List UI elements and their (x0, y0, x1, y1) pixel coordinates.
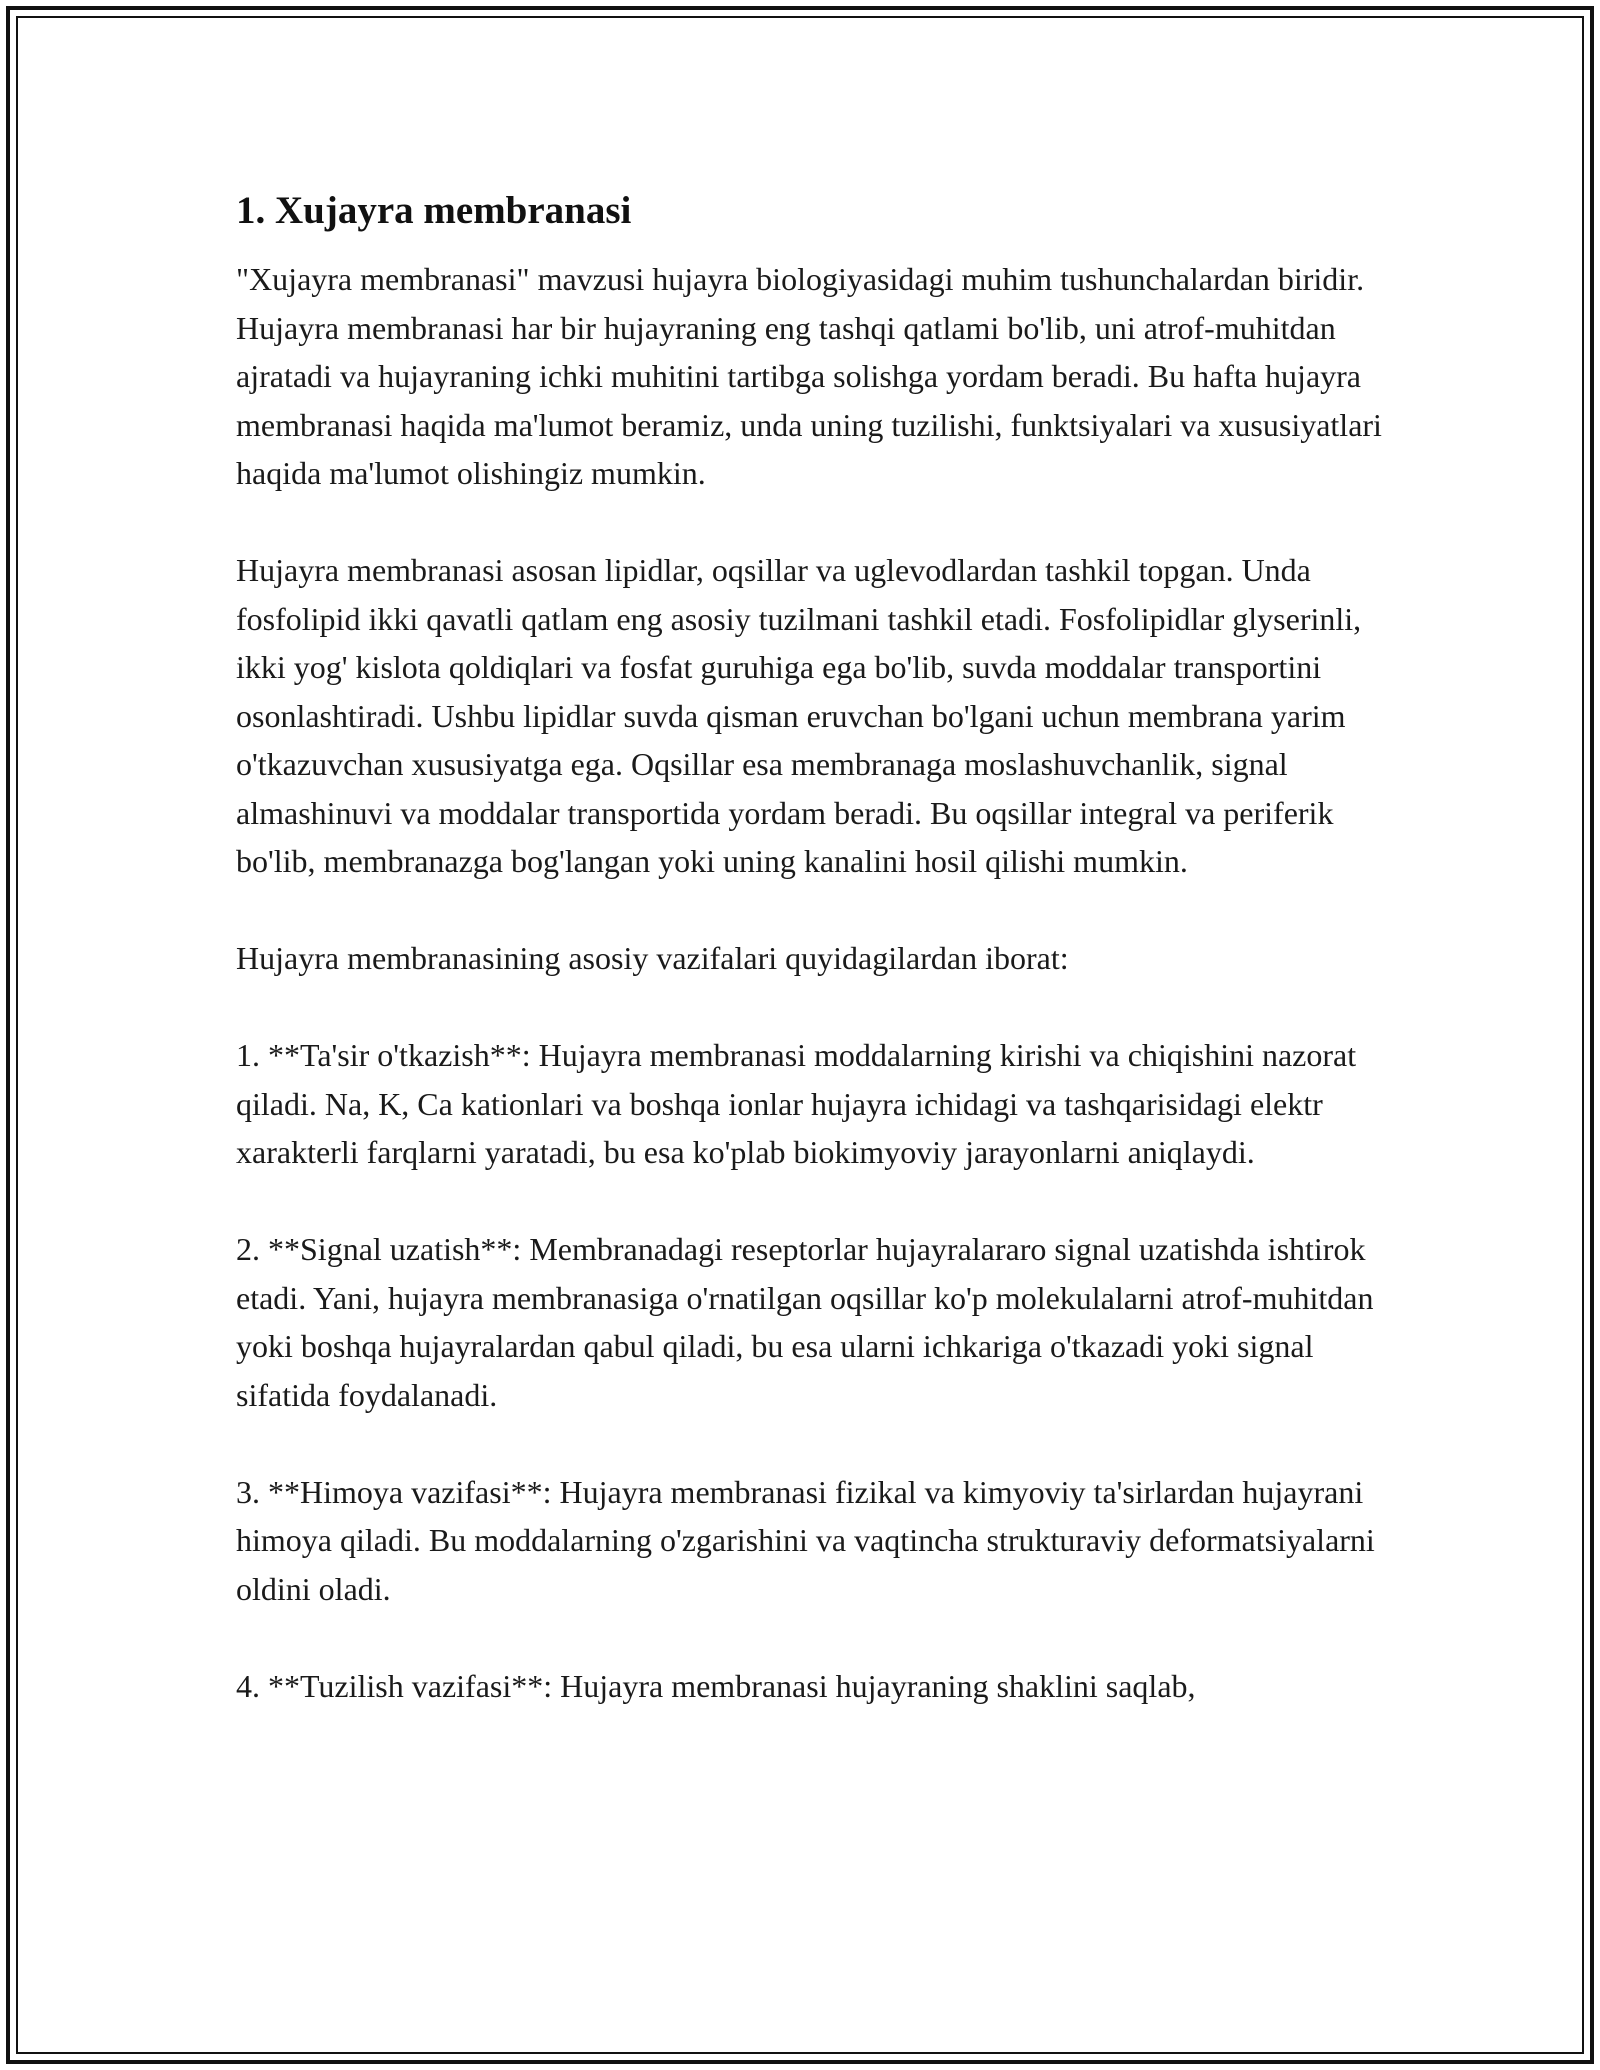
paragraph-composition: Hujayra membranasi asosan lipidlar, oqsillar va uglevodlardan tashkil topgan. Unda fosfolipid ikki qavatli qatlam eng asosiy tuzilmani tashkil etadi. Fosfolipidlar glyserinli, ikki yog' kislota qoldiqlari va fosfat guruhiga ega bo'lib, suvda moddalar transportini osonlashtiradi. Ushbu lipidlar suvda qisman eruvchan bo'lgani uchun membrana yarim o'tkazuvchan xususiyatga ega. Oqsillar esa membranaga moslashuvchanlik, signal almashinuvi va moddalar transportida yordam beradi. Bu oqsillar integral va periferik bo'lib, membranazga bog'langan yoki uning kanalini hosil qilishi mumkin. (236, 552, 1362, 879)
paragraph-intro: "Xujayra membranasi" mavzusi hujayra biologiyasidagi muhim tushunchalardan biridir. Hujayra membranasi har bir hujayraning eng tashqi qatlami bo'lib, uni atrof-muhitdan ajratadi va hujayraning ichki muhitini tartibga solishga yordam beradi. Bu hafta hujayra membranasi haqida ma'lumot beramiz, unda uning tuzilishi, funktsiyalari va xususiyatlari haqida ma'lumot olishingiz mumkin. (236, 261, 1382, 491)
list-item-transport: 1. **Ta'sir o'tkazish**: Hujayra membranasi moddalarning kirishi va chiqishini nazorat qiladi. Na, K, Ca kationlari va boshqa ionlar hujayra ichidagi va tashqarisidagi elektr xarakterli farqlarni yaratadi, bu esa ko'plab biokimyoviy jarayonlarni aniqlaydi. (236, 1037, 1357, 1170)
document-content (236, 185, 1386, 1759)
paragraph-functions-intro: Hujayra membranasining asosiy vazifalari quyidagilardan iborat: (236, 940, 1069, 976)
list-item-structure: 4. **Tuzilish vazifasi**: Hujayra membranasi hujayraning shaklini saqlab, (236, 1667, 1196, 1704)
document-title: 1. Xujayra membranasi (236, 189, 632, 232)
list-item-signal: 2. **Signal uzatish**: Membranadagi reseptorlar hujayralararo signal uzatishda ishtirok etadi. Yani, hujayra membranasiga o'rnatilgan oqsillar ko'p molekulalarni atrof-muhitdan yoki boshqa hujayralardan qabul qiladi, bu esa ularni ichkariga o'tkazadi yoki signal sifatida foydalanadi. (236, 1231, 1374, 1413)
list-item-protection: 3. **Himoya vazifasi**: Hujayra membranasi fizikal va kimyoviy ta'sirlardan hujayrani himoya qiladi. Bu moddalarning o'zgarishini va vaqtincha strukturaviy deformatsiyalarni oldini oladi. (236, 1473, 1375, 1607)
document-body (236, 255, 1386, 1710)
